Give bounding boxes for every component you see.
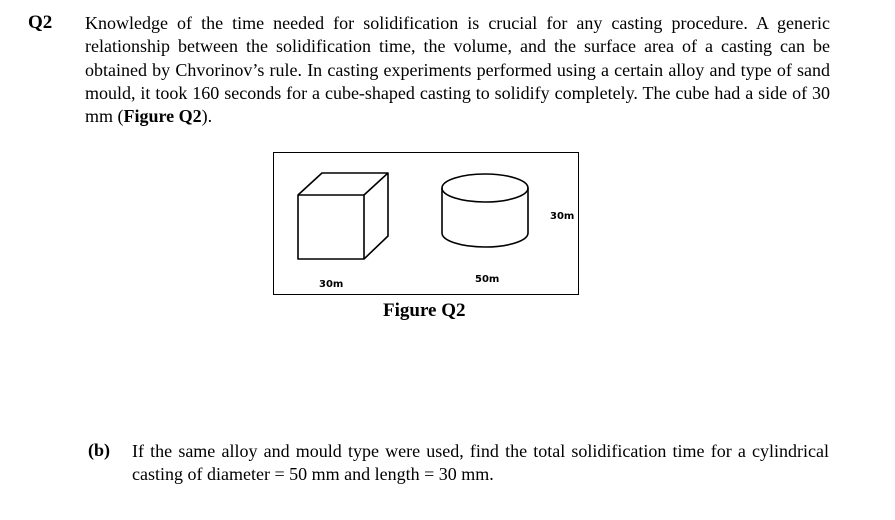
cylinder-shape	[442, 174, 528, 247]
part-b-label: (b)	[88, 440, 110, 460]
part-b-text: If the same alloy and mould type were used, find the total solidification time for a cylindrical casting of diameter = 50 mm and length = 30 mm.	[132, 441, 829, 485]
intro-text-end: ).	[201, 106, 213, 127]
figure-caption: Figure Q2	[383, 300, 466, 321]
cube-shape	[298, 173, 388, 259]
intro-text: Knowledge of the time needed for solidification is crucial for any casting procedure. A generic relationship between the solidification time, the volume, and the surface area of a casting can be obtained by Chvorinov’s rule. In casting experiments performed using a certain alloy and type of sand mould, it took 160 seconds for a cube-shaped casting to solidify completely. The cube had a side of 30 mm (	[85, 13, 830, 127]
cylinder-diameter-label: 50m	[475, 274, 500, 285]
figure-q2	[273, 152, 579, 295]
cylinder-height-label: 30m	[550, 211, 575, 222]
cube-side-label: 30m	[319, 279, 344, 290]
figure-drawing	[274, 153, 580, 296]
question-number: Q2	[28, 12, 53, 33]
question-intro-paragraph	[85, 12, 830, 128]
figure-reference: Figure Q2	[123, 106, 202, 127]
